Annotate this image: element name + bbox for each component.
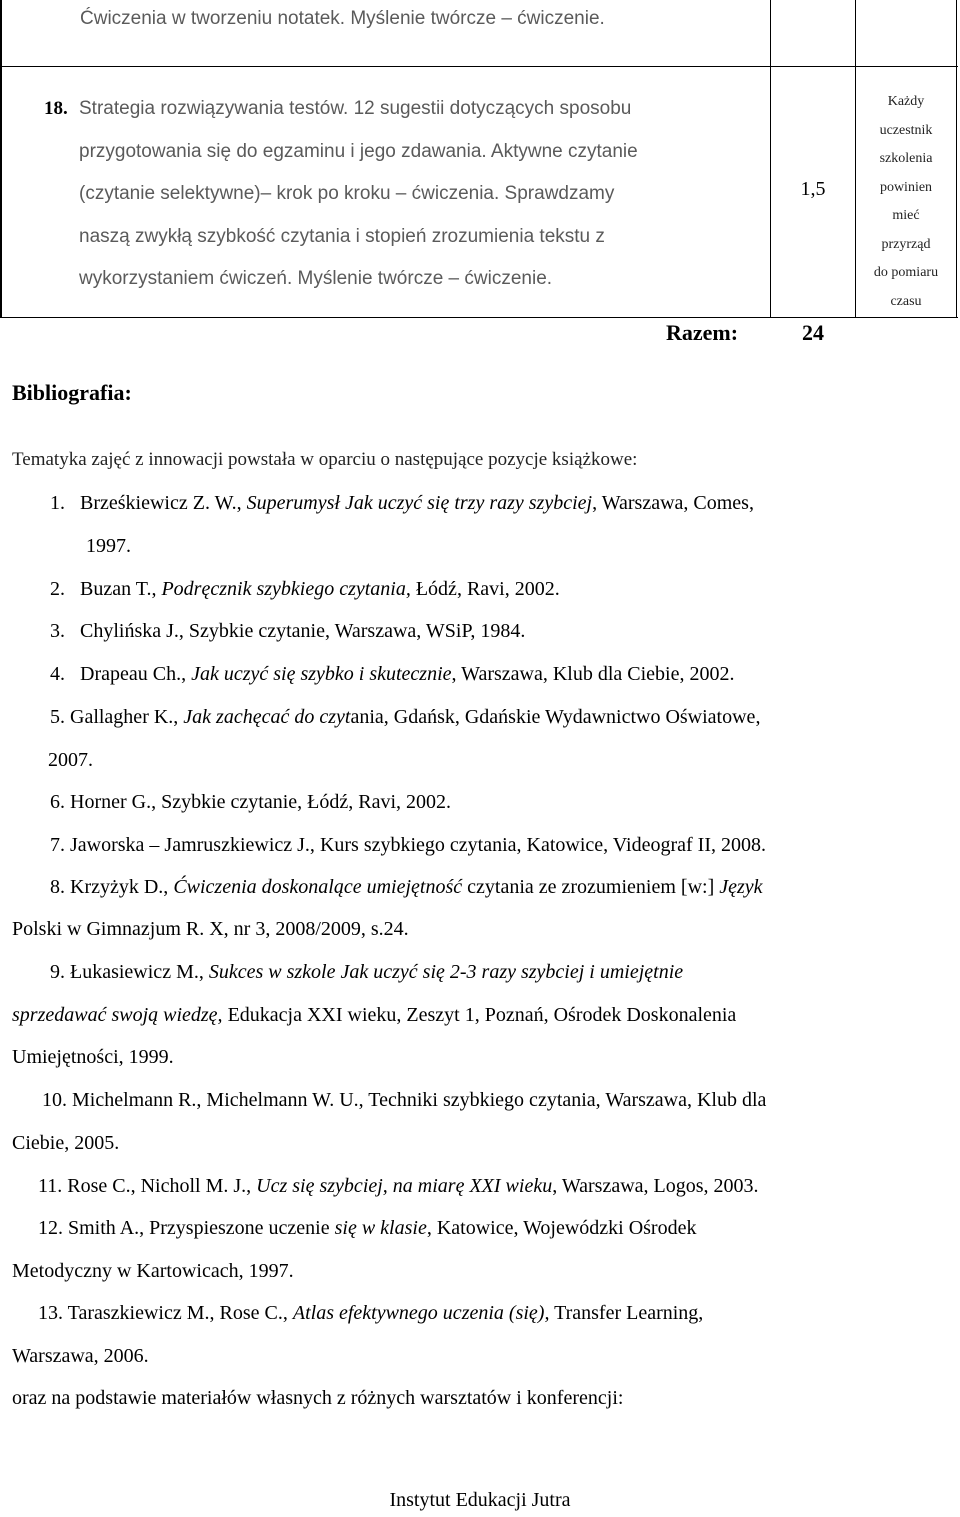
entry-title: Jak uczyć się szybko i skutecznie <box>191 663 452 685</box>
entry-number: 11. <box>38 1175 63 1197</box>
row-line: przygotowania się do egzaminu i jego zdawania. Aktywne czytanie <box>79 140 638 162</box>
bibliography-entry <box>50 663 734 686</box>
entry-details: Szybkie czytanie, Warszawa, WSiP, 1984. <box>183 620 526 642</box>
bibliography-entry <box>50 492 754 515</box>
entry-number: 2. <box>50 578 65 600</box>
note-line: powinien <box>879 179 933 195</box>
row-hours: 1,5 <box>800 178 826 200</box>
row-line: (czytanie selektywne)– krok po kroku – ćwiczenia. Sprawdzamy <box>79 183 615 204</box>
entry-title: Ucz się szybciej, na miarę XXI wieku <box>256 1175 553 1197</box>
entry-author: Brześkiewicz Z. W., <box>80 492 242 514</box>
entry-details: ania, Gdańsk, Gdańskie Wydawnictwo Oświatowe, <box>350 706 761 728</box>
entry-details: , Warszawa, Logos, 2003. <box>552 1175 759 1197</box>
bibliography-entry <box>42 1089 766 1112</box>
bibliography-closing: oraz na podstawie materiałów własnych z różnych warsztatów i konferencji: <box>12 1387 624 1409</box>
bibliography-entry <box>38 1302 703 1325</box>
entry-continuation: Warszawa, 2006. <box>12 1345 149 1367</box>
entry-details: , Warszawa, Comes, <box>592 492 754 514</box>
entry-author: Taraszkiewicz M., Rose C., <box>67 1302 288 1324</box>
entry-author: Michelmann R., Michelmann W. U., <box>72 1089 364 1111</box>
entry-title: Atlas efektywnego uczenia (się), <box>292 1302 550 1324</box>
syllabus-table <box>0 0 958 318</box>
bibliography-entry <box>50 876 763 899</box>
row-line: wykorzystaniem ćwiczeń. Myślenie twórcze – ćwiczenie. <box>79 268 553 289</box>
entry-continuation: 2007. <box>48 749 93 771</box>
bibliography-entry <box>50 578 560 601</box>
entry-details: Przyspieszone uczenie <box>144 1217 335 1239</box>
entry-continuation <box>12 1004 736 1027</box>
total-value: 24 <box>802 320 824 345</box>
entry-number: 5. <box>50 706 65 728</box>
bibliography-entry <box>50 706 760 729</box>
entry-author: Smith A., <box>68 1217 145 1239</box>
entry-title: Podręcznik szybkiego czytania, <box>161 578 411 600</box>
entry-journal: Język <box>719 876 763 898</box>
bibliography-entry <box>50 961 683 984</box>
table-border-bottom <box>0 317 958 318</box>
bibliography-entry <box>38 1175 759 1198</box>
entry-details: , Warszawa, Klub dla Ciebie, 2002. <box>451 663 735 685</box>
note-line: szkolenia <box>879 151 933 166</box>
note-line: mieć <box>892 208 920 223</box>
row-line: Strategia rozwiązywania testów. 12 sugestii dotyczących sposobu <box>79 98 632 119</box>
entry-details: Techniki szybkiego czytania, Warszawa, Klub dla <box>363 1089 767 1111</box>
entry-number: 9. <box>50 961 65 983</box>
bibliography-entry <box>50 620 525 643</box>
entry-author: Rose C., Nicholl M. J., <box>67 1175 252 1197</box>
entry-title: się w klasie <box>334 1217 427 1239</box>
entry-number: 8. <box>50 876 65 898</box>
entry-continuation: Polski w Gimnazjum R. X, nr 3, 2008/2009, s.24. <box>12 918 409 940</box>
table-row-1-topic: Ćwiczenia w tworzeniu notatek. Myślenie twórcze – ćwiczenie. <box>80 8 605 29</box>
bibliography-intro: Tematyka zajęć z innowacji powstała w oparciu o następujące pozycje książkowe: <box>12 449 638 470</box>
note-line: do pomiaru <box>873 265 939 280</box>
entry-number: 7. <box>50 834 65 856</box>
note-line: uczestnik <box>879 122 933 138</box>
bibliography-entry <box>38 1217 696 1240</box>
entry-continuation: Umiejętności, 1999. <box>12 1046 174 1068</box>
entry-title: sprzedawać swoją wiedzę, <box>12 1004 223 1026</box>
table-column-divider <box>770 0 771 318</box>
entry-number: 12. <box>38 1217 63 1239</box>
entry-title: Ćwiczenia doskonalące umiejętność <box>173 876 463 898</box>
entry-number: 6. <box>50 791 65 813</box>
entry-number: 13. <box>38 1302 63 1324</box>
entry-author: Krzyżyk D., <box>70 876 169 898</box>
entry-number: 1. <box>50 492 65 514</box>
note-line: Każdy <box>887 94 925 109</box>
entry-number: 3. <box>50 620 65 642</box>
entry-author: Buzan T., <box>80 578 157 600</box>
entry-title: Sukces w szkole Jak uczyć się 2-3 razy szybciej i umiejętnie <box>208 961 684 983</box>
entry-continuation: Ciebie, 2005. <box>12 1132 120 1154</box>
entry-details: Transfer Learning, <box>549 1302 704 1324</box>
row-note <box>856 88 956 316</box>
note-line: czasu <box>890 293 922 309</box>
row-line: naszą zwykłą szybkość czytania i stopień zrozumienia tekstu z <box>79 225 605 247</box>
entry-number: 10. <box>42 1089 67 1111</box>
entry-author: Drapeau Ch., <box>80 663 187 685</box>
entry-details: Edukacja XXI wieku, Zeszyt 1, Poznań, Ośrodek Doskonalenia <box>222 1004 737 1026</box>
entry-details: Szybkie czytanie, Łódź, Ravi, 2002. <box>156 791 452 813</box>
entry-author: Łukasiewicz M., <box>70 961 204 983</box>
row-number: 18. <box>44 98 68 119</box>
table-row-divider <box>0 66 958 67</box>
note-line: przyrząd <box>881 236 931 252</box>
entry-author: Jaworska – Jamruszkiewicz J., <box>70 834 315 856</box>
table-border-left <box>0 0 2 318</box>
table-row-2-topic <box>44 88 764 301</box>
entry-details: czytania ze zrozumieniem [w:] <box>462 876 720 898</box>
entry-author: Gallagher K., <box>70 706 179 728</box>
entry-author: Horner G., <box>70 791 157 813</box>
entry-title: Superumysł Jak uczyć się trzy razy szybciej <box>246 492 593 514</box>
entry-number: 4. <box>50 663 65 685</box>
entry-title: Jak zachęcać do czyt <box>183 706 351 728</box>
bibliography-heading: Bibliografia: <box>12 380 132 405</box>
entry-details: , Katowice, Wojewódzki Ośrodek <box>426 1217 697 1239</box>
entry-details: Łódź, Ravi, 2002. <box>410 578 560 600</box>
bibliography-entry <box>50 834 766 857</box>
entry-author: Chylińska J., <box>80 620 184 642</box>
bibliography-entry <box>50 791 451 814</box>
entry-continuation: Metodyczny w Kartowicach, 1997. <box>12 1260 294 1282</box>
entry-details: Kurs szybkiego czytania, Katowice, Videograf II, 2008. <box>314 834 767 856</box>
entry-continuation: 1997. <box>86 535 131 557</box>
page-footer: Instytut Edukacji Jutra <box>389 1489 571 1511</box>
table-border-right <box>956 0 957 318</box>
total-label: Razem: <box>666 320 739 345</box>
